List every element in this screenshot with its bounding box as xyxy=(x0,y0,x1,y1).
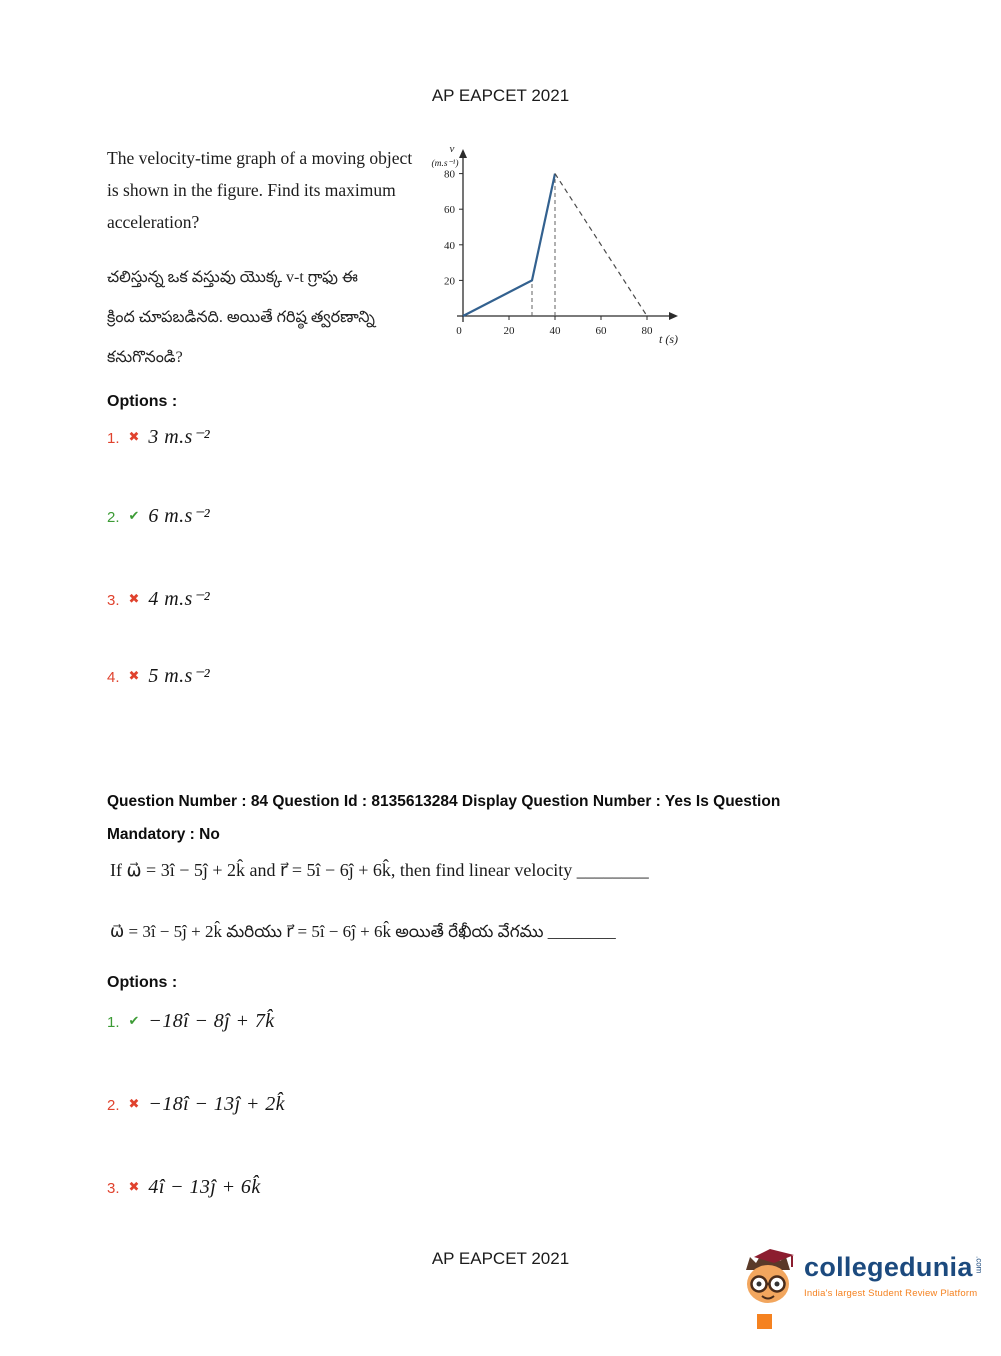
brand-name-row xyxy=(804,1254,984,1281)
svg-text:80: 80 xyxy=(444,168,455,181)
question1-options-label: Options : xyxy=(107,393,178,410)
correct-mark-icon: ✔ xyxy=(128,508,140,523)
svg-text:80: 80 xyxy=(641,325,653,337)
option-number: 1. xyxy=(107,430,120,447)
brand-domain-suffix: .com xyxy=(974,1256,984,1274)
question1-english-line: acceleration? xyxy=(107,212,200,232)
option-number: 3. xyxy=(107,1180,120,1197)
velocity-time-graph-svg xyxy=(418,136,698,364)
question2-option-3 xyxy=(107,1176,261,1199)
question1-option-1 xyxy=(107,424,210,449)
option-text: 4 m.s⁻² xyxy=(148,588,211,610)
svg-text:t (s): t (s) xyxy=(659,332,678,346)
question2-option-2 xyxy=(107,1093,285,1116)
brand-accent-square xyxy=(757,1314,772,1329)
question1-option-3 xyxy=(107,586,210,611)
wrong-mark-icon: ✖ xyxy=(128,668,140,683)
page-header-title: AP EAPCET 2021 xyxy=(431,86,570,105)
wrong-mark-icon: ✖ xyxy=(128,1096,140,1111)
option-number: 2. xyxy=(107,1097,120,1114)
question-metadata-line: Mandatory : No xyxy=(107,826,220,843)
svg-text:v: v xyxy=(449,143,455,155)
svg-text:(m.s⁻¹): (m.s⁻¹) xyxy=(431,159,459,169)
question2-telugu-text: ω⃗ = 3î − 5ĵ + 2k̂ మరియు r⃗ = 5î − 6ĵ + 6k̂ అయితే రేఖీయ వేగము ________ xyxy=(110,922,616,941)
collegedunia-logo[interactable] xyxy=(740,1246,984,1308)
question2-options-label: Options : xyxy=(107,974,178,991)
question-metadata xyxy=(107,785,937,851)
question1-telugu-line: చలిస్తున్న ఒక వస్తువు యొక్క v-t గ్రాఫు ఈ xyxy=(107,269,358,286)
wrong-mark-icon: ✖ xyxy=(128,429,140,444)
svg-text:40: 40 xyxy=(444,239,455,252)
option-number: 4. xyxy=(107,669,120,686)
wrong-mark-icon: ✖ xyxy=(128,591,140,606)
brand-tagline: India's largest Student Review Platform xyxy=(804,1288,978,1299)
question-metadata-line: Question Number : 84 Question Id : 8135613284 Display Question Number : Yes Is Question xyxy=(107,793,781,810)
question1-option-4 xyxy=(107,663,210,688)
svg-text:60: 60 xyxy=(595,325,607,337)
option-number: 1. xyxy=(107,1014,120,1031)
wrong-mark-icon: ✖ xyxy=(128,1179,140,1194)
option-number: 2. xyxy=(107,509,120,526)
question1-option-2 xyxy=(107,503,210,528)
question1-telugu-text xyxy=(107,258,437,378)
question1-telugu-line: క్రింద చూపబడినది. అయితే గరిష్ఠ త్వరణాన్ని xyxy=(107,309,375,326)
svg-text:20: 20 xyxy=(503,325,515,337)
question1-english-text xyxy=(107,142,417,238)
option-text: 5 m.s⁻² xyxy=(148,665,211,687)
correct-mark-icon: ✔ xyxy=(128,1013,140,1028)
option-text: 4î − 13ĵ + 6k̂ xyxy=(148,1176,261,1198)
option-text: −18î − 8ĵ + 7k̂ xyxy=(148,1010,275,1032)
brand-text-block xyxy=(804,1246,984,1299)
option-text: −18î − 13ĵ + 2k̂ xyxy=(148,1093,285,1115)
svg-text:20: 20 xyxy=(444,275,455,288)
collegedunia-mascot-icon xyxy=(740,1246,796,1308)
svg-text:40: 40 xyxy=(549,325,561,337)
question2-english-text: If ω⃗ = 3î − 5ĵ + 2k̂ and r⃗ = 5î − 6ĵ + 6k̂, then find linear velocity ________ xyxy=(110,860,649,880)
question1-telugu-line: కనుగొనండి? xyxy=(107,349,183,366)
svg-text:0: 0 xyxy=(456,325,462,337)
option-number: 3. xyxy=(107,592,120,609)
brand-name: collegedunia xyxy=(804,1252,973,1282)
question1-english-line: The velocity-time graph of a moving object xyxy=(107,148,413,168)
page-footer-title: AP EAPCET 2021 xyxy=(431,1249,570,1268)
velocity-time-graph xyxy=(418,136,698,364)
question2-option-1 xyxy=(107,1010,275,1033)
question1-english-line: is shown in the figure. Find its maximum xyxy=(107,180,396,200)
option-text: 6 m.s⁻² xyxy=(148,505,211,527)
svg-text:60: 60 xyxy=(444,204,455,217)
option-text: 3 m.s⁻² xyxy=(148,426,211,448)
